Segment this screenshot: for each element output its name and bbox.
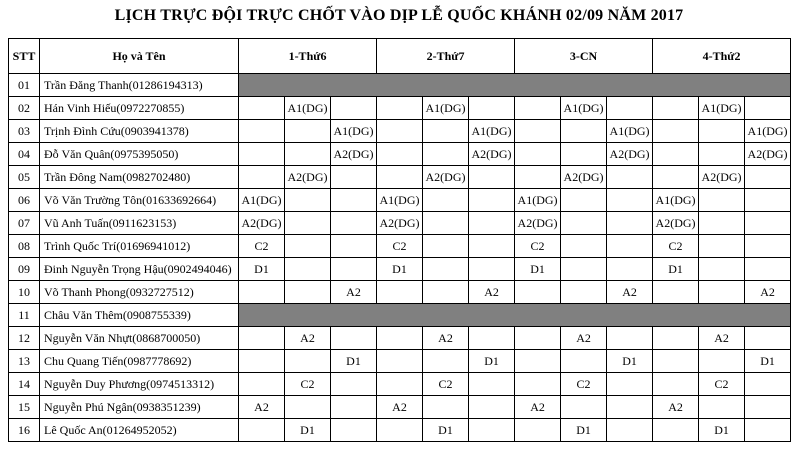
shift-cell	[239, 166, 285, 189]
shift-cell: A2	[561, 327, 607, 350]
shift-cell	[285, 120, 331, 143]
shift-cell: A2(DG)	[515, 212, 561, 235]
table-row	[9, 258, 791, 281]
table-row	[9, 373, 791, 396]
shift-cell	[653, 166, 699, 189]
shift-cell	[745, 396, 791, 419]
shift-cell: D1	[653, 258, 699, 281]
stt-cell: 09	[9, 258, 40, 281]
table-row	[9, 235, 791, 258]
shift-cell: A1(DG)	[699, 97, 745, 120]
shift-cell	[285, 396, 331, 419]
name-cell: Trịnh Đình Cứu(0903941378)	[40, 120, 239, 143]
stt-cell: 04	[9, 143, 40, 166]
shift-cell	[377, 373, 423, 396]
shift-cell	[469, 212, 515, 235]
shift-cell	[515, 143, 561, 166]
name-cell: Hán Vinh Hiếu(0972270855)	[40, 97, 239, 120]
shift-cell: A2	[745, 281, 791, 304]
shift-cell: D1	[331, 350, 377, 373]
shift-cell	[239, 120, 285, 143]
shift-cell: A1(DG)	[423, 97, 469, 120]
shift-cell: A1(DG)	[653, 189, 699, 212]
shift-cell: A2	[239, 396, 285, 419]
stt-cell: 03	[9, 120, 40, 143]
header-day-1: 1-Thứ6	[239, 39, 377, 74]
stt-cell: 05	[9, 166, 40, 189]
shift-cell	[561, 258, 607, 281]
shift-cell	[423, 281, 469, 304]
shift-cell	[515, 281, 561, 304]
shift-cell: A2	[515, 396, 561, 419]
shift-cell	[377, 350, 423, 373]
shift-cell	[469, 396, 515, 419]
shift-cell	[745, 166, 791, 189]
shift-cell: D1	[607, 350, 653, 373]
shift-cell	[515, 419, 561, 442]
shift-cell	[239, 327, 285, 350]
shift-cell	[561, 281, 607, 304]
shift-cell	[607, 235, 653, 258]
stt-cell: 14	[9, 373, 40, 396]
shift-cell: A2	[469, 281, 515, 304]
shift-cell	[285, 143, 331, 166]
table-row	[9, 212, 791, 235]
name-cell: Trình Quốc Trí(01696941012)	[40, 235, 239, 258]
shift-cell	[469, 97, 515, 120]
table-row	[9, 189, 791, 212]
shift-cell: A2(DG)	[653, 212, 699, 235]
shift-cell	[423, 396, 469, 419]
shift-cell: D1	[515, 258, 561, 281]
name-cell: Vũ Anh Tuấn(0911623153)	[40, 212, 239, 235]
shift-cell	[653, 419, 699, 442]
name-cell: Nguyễn Văn Nhựt(0868700050)	[40, 327, 239, 350]
shift-cell	[469, 258, 515, 281]
shift-cell	[561, 350, 607, 373]
shift-cell	[607, 189, 653, 212]
shift-cell: A2	[699, 327, 745, 350]
shift-cell	[239, 419, 285, 442]
shift-cell	[561, 189, 607, 212]
shift-cell	[607, 166, 653, 189]
name-cell: Nguyễn Duy Phương(0974513312)	[40, 373, 239, 396]
shift-cell	[331, 235, 377, 258]
shift-cell	[515, 166, 561, 189]
stt-cell: 01	[9, 74, 40, 97]
shift-cell: A1(DG)	[331, 120, 377, 143]
shift-cell: D1	[561, 419, 607, 442]
shift-cell	[423, 235, 469, 258]
shift-cell	[239, 143, 285, 166]
name-cell: Đỗ Văn Quân(0975395050)	[40, 143, 239, 166]
name-cell: Trần Đông Nam(0982702480)	[40, 166, 239, 189]
shift-cell: D1	[469, 350, 515, 373]
shaded-cell	[239, 304, 791, 327]
shift-cell	[469, 327, 515, 350]
name-cell: Trần Đăng Thanh(01286194313)	[40, 74, 239, 97]
table-row	[9, 166, 791, 189]
shift-cell: D1	[377, 258, 423, 281]
shift-cell: A2(DG)	[423, 166, 469, 189]
shift-cell	[561, 120, 607, 143]
shift-cell	[607, 373, 653, 396]
shift-cell	[699, 281, 745, 304]
table-body	[9, 74, 791, 442]
header-stt: STT	[9, 39, 40, 74]
shift-cell	[331, 327, 377, 350]
header-name: Họ và Tên	[40, 39, 239, 74]
shift-cell	[699, 212, 745, 235]
shift-cell: A1(DG)	[607, 120, 653, 143]
shift-cell	[653, 120, 699, 143]
shift-cell	[607, 419, 653, 442]
shift-cell	[377, 281, 423, 304]
shift-cell: A1(DG)	[285, 97, 331, 120]
shift-cell	[515, 120, 561, 143]
shift-cell	[377, 120, 423, 143]
shift-cell: A1(DG)	[377, 189, 423, 212]
shift-cell: A2	[377, 396, 423, 419]
stt-cell: 13	[9, 350, 40, 373]
shift-cell	[653, 327, 699, 350]
shift-cell: A2(DG)	[331, 143, 377, 166]
shift-cell	[653, 281, 699, 304]
shift-cell	[239, 97, 285, 120]
page-title: LỊCH TRỰC ĐỘI TRỰC CHỐT VÀO DỊP LỄ QUỐC KHÁNH 02/09 NĂM 2017	[114, 7, 684, 24]
shift-cell	[653, 97, 699, 120]
shift-cell	[607, 258, 653, 281]
stt-cell: 15	[9, 396, 40, 419]
shift-cell	[469, 189, 515, 212]
shift-cell	[561, 235, 607, 258]
shift-cell: D1	[239, 258, 285, 281]
shift-cell: D1	[699, 419, 745, 442]
table-row	[9, 350, 791, 373]
shift-cell	[285, 350, 331, 373]
shift-cell	[745, 235, 791, 258]
shift-cell: A2(DG)	[561, 166, 607, 189]
table-row	[9, 327, 791, 350]
shift-cell	[745, 258, 791, 281]
shift-cell	[699, 189, 745, 212]
shift-cell: A2(DG)	[607, 143, 653, 166]
table-row	[9, 97, 791, 120]
shift-cell: A2(DG)	[469, 143, 515, 166]
shift-cell	[239, 350, 285, 373]
shift-cell	[377, 166, 423, 189]
shift-cell: A1(DG)	[515, 189, 561, 212]
shift-cell: A2	[607, 281, 653, 304]
stt-cell: 08	[9, 235, 40, 258]
stt-cell: 11	[9, 304, 40, 327]
shift-cell	[699, 258, 745, 281]
shift-cell	[745, 327, 791, 350]
header-day-2: 2-Thứ7	[377, 39, 515, 74]
shift-cell: C2	[653, 235, 699, 258]
shift-cell	[377, 97, 423, 120]
shift-cell: C2	[515, 235, 561, 258]
header-row	[9, 39, 791, 74]
shift-cell	[469, 166, 515, 189]
shift-cell	[331, 189, 377, 212]
shift-cell	[285, 235, 331, 258]
shift-cell	[331, 396, 377, 419]
shift-cell	[331, 419, 377, 442]
shift-cell	[423, 212, 469, 235]
duty-schedule-table	[8, 38, 791, 442]
table-row	[9, 419, 791, 442]
table-row	[9, 281, 791, 304]
shift-cell	[377, 419, 423, 442]
shift-cell	[699, 350, 745, 373]
name-cell: Châu Văn Thêm(0908755339)	[40, 304, 239, 327]
shift-cell	[699, 235, 745, 258]
table-row	[9, 304, 791, 327]
shaded-cell	[239, 74, 791, 97]
table-row	[9, 74, 791, 97]
table-row	[9, 120, 791, 143]
stt-cell: 02	[9, 97, 40, 120]
name-cell: Chu Quang Tiến(0987778692)	[40, 350, 239, 373]
shift-cell	[423, 189, 469, 212]
shift-cell	[607, 396, 653, 419]
shift-cell: D1	[285, 419, 331, 442]
shift-cell: A2(DG)	[377, 212, 423, 235]
shift-cell	[653, 350, 699, 373]
table-row	[9, 396, 791, 419]
shift-cell	[469, 235, 515, 258]
shift-cell	[515, 97, 561, 120]
shift-cell	[607, 212, 653, 235]
table-row	[9, 143, 791, 166]
shift-cell	[377, 327, 423, 350]
shift-cell	[561, 396, 607, 419]
shift-cell: C2	[285, 373, 331, 396]
shift-cell	[423, 143, 469, 166]
shift-cell	[469, 419, 515, 442]
name-cell: Võ Văn Trường Tôn(01633692664)	[40, 189, 239, 212]
shift-cell: A2	[423, 327, 469, 350]
shift-cell	[745, 373, 791, 396]
shift-cell: A1(DG)	[239, 189, 285, 212]
shift-cell	[331, 258, 377, 281]
shift-cell: C2	[561, 373, 607, 396]
shift-cell: A2(DG)	[285, 166, 331, 189]
shift-cell	[745, 419, 791, 442]
shift-cell	[745, 97, 791, 120]
shift-cell	[653, 143, 699, 166]
shift-cell	[377, 143, 423, 166]
shift-cell	[285, 281, 331, 304]
shift-cell	[699, 143, 745, 166]
shift-cell	[331, 212, 377, 235]
name-cell: Nguyễn Phú Ngân(0938351239)	[40, 396, 239, 419]
stt-cell: 12	[9, 327, 40, 350]
shift-cell: C2	[699, 373, 745, 396]
shift-cell	[239, 281, 285, 304]
shift-cell	[285, 212, 331, 235]
shift-cell	[699, 120, 745, 143]
shift-cell	[745, 189, 791, 212]
shift-cell: C2	[377, 235, 423, 258]
shift-cell	[515, 327, 561, 350]
shift-cell	[561, 212, 607, 235]
shift-cell	[607, 97, 653, 120]
shift-cell	[423, 258, 469, 281]
shift-cell	[331, 373, 377, 396]
stt-cell: 16	[9, 419, 40, 442]
shift-cell: D1	[423, 419, 469, 442]
shift-cell	[285, 189, 331, 212]
stt-cell: 10	[9, 281, 40, 304]
shift-cell: C2	[423, 373, 469, 396]
name-cell: Võ Thanh Phong(0932727512)	[40, 281, 239, 304]
header-day-3: 3-CN	[515, 39, 653, 74]
name-cell: Lê Quốc An(01264952052)	[40, 419, 239, 442]
shift-cell	[607, 327, 653, 350]
name-cell: Đinh Nguyễn Trọng Hậu(0902494046)	[40, 258, 239, 281]
shift-cell: A2(DG)	[745, 143, 791, 166]
shift-cell	[515, 373, 561, 396]
shift-cell	[515, 350, 561, 373]
shift-cell	[239, 373, 285, 396]
shift-cell	[331, 97, 377, 120]
shift-cell	[469, 373, 515, 396]
shift-cell: A2	[653, 396, 699, 419]
shift-cell	[423, 350, 469, 373]
shift-cell	[561, 143, 607, 166]
shift-cell: A1(DG)	[469, 120, 515, 143]
shift-cell: A2(DG)	[239, 212, 285, 235]
shift-cell: A1(DG)	[561, 97, 607, 120]
shift-cell: C2	[239, 235, 285, 258]
header-day-4: 4-Thứ2	[653, 39, 791, 74]
shift-cell	[285, 258, 331, 281]
shift-cell	[653, 373, 699, 396]
stt-cell: 07	[9, 212, 40, 235]
shift-cell	[699, 396, 745, 419]
shift-cell	[331, 166, 377, 189]
shift-cell	[745, 212, 791, 235]
shift-cell: A2	[285, 327, 331, 350]
shift-cell: A2	[331, 281, 377, 304]
shift-cell: A1(DG)	[745, 120, 791, 143]
stt-cell: 06	[9, 189, 40, 212]
shift-cell	[423, 120, 469, 143]
shift-cell: A2(DG)	[699, 166, 745, 189]
shift-cell: D1	[745, 350, 791, 373]
